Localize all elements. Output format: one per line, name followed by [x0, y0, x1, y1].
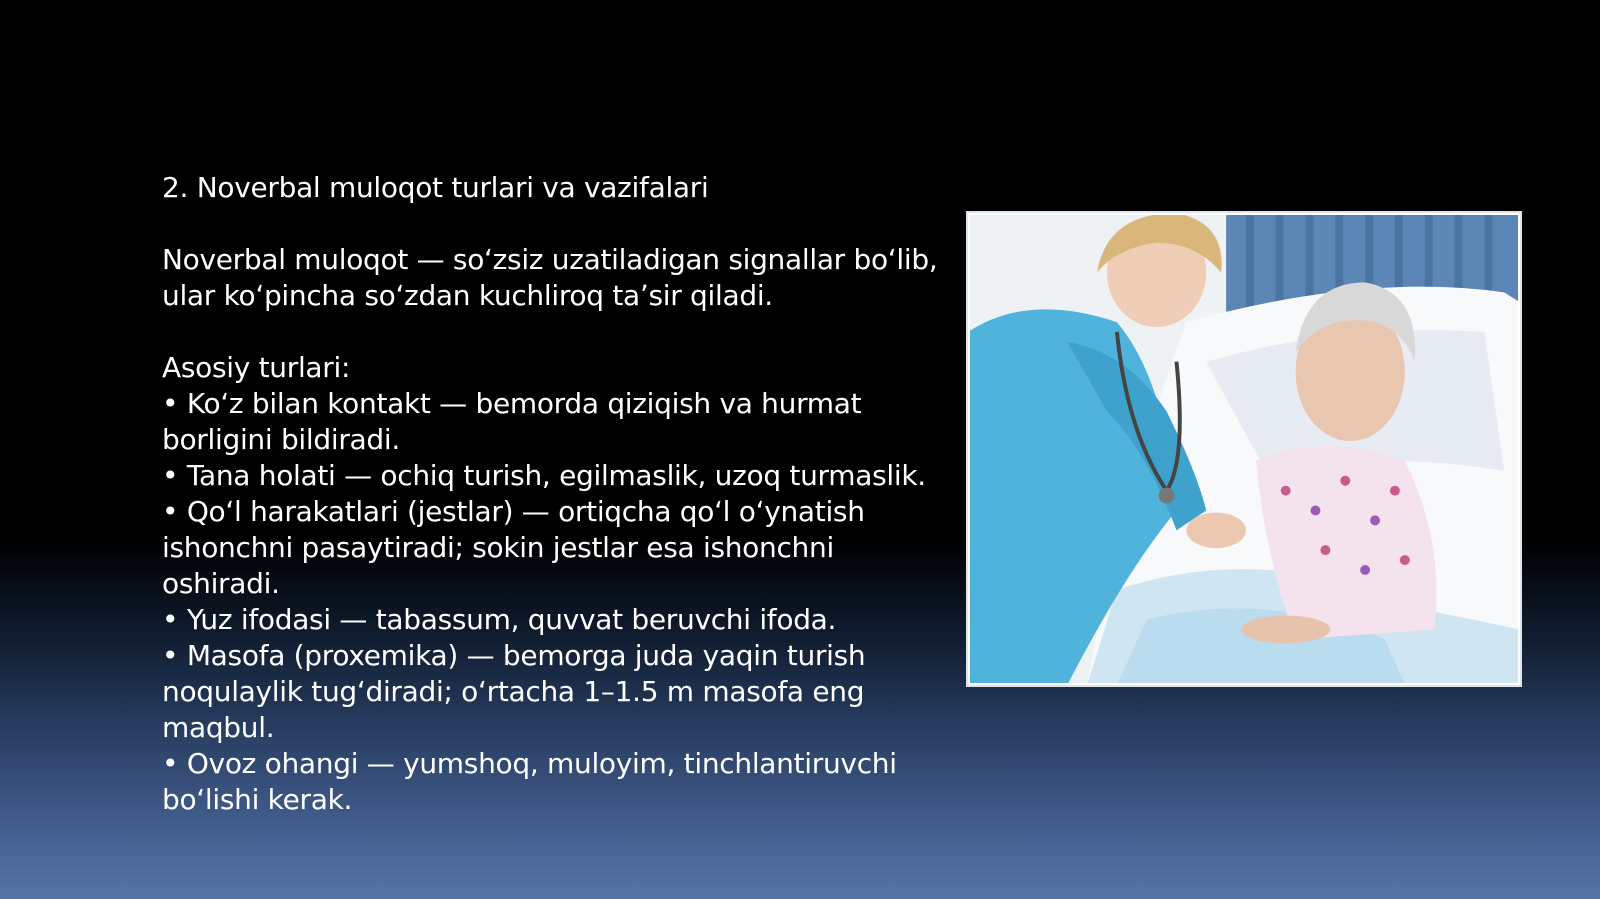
list-line: • Koʻz bilan kontakt — bemorda qiziqish va hurmat [162, 387, 862, 420]
nurse-patient-illustration [968, 213, 1520, 685]
list-line: • Masofa (proxemika) — bemorga juda yaqin turish [162, 639, 866, 672]
list-line: • Qoʻl harakatlari (jestlar) — ortiqcha qoʻl oʻynatish [162, 495, 865, 528]
list-line: • Yuz ifodasi — tabassum, quvvat beruvchi ifoda. [162, 603, 837, 636]
list-line: • Tana holati — ochiq turish, egilmaslik, uzoq turmaslik. [162, 459, 926, 492]
intro-line: Noverbal muloqot — soʻzsiz uzatiladigan signallar boʻlib, [162, 243, 938, 276]
slide-text-block [162, 170, 962, 818]
list-line: noqulaylik tugʻdiradi; oʻrtacha 1–1.5 m masofa eng [162, 675, 865, 708]
nurse-patient-photo [966, 211, 1522, 687]
list-line: boʻlishi kerak. [162, 783, 353, 816]
list-line: oshiradi. [162, 567, 280, 600]
list-line: maqbul. [162, 711, 275, 744]
list-line: • Ovoz ohangi — yumshoq, muloyim, tinchlantiruvchi [162, 747, 897, 780]
spacer [162, 206, 962, 242]
list-line: borligini bildiradi. [162, 423, 400, 456]
intro-line: ular koʻpincha soʻzdan kuchliroq taʼsir qiladi. [162, 279, 773, 312]
spacer [162, 314, 962, 350]
types-heading: Asosiy turlari: [162, 351, 351, 384]
list-line: ishonchni pasaytiradi; sokin jestlar esa ishonchni [162, 531, 834, 564]
slide-heading: 2. Noverbal muloqot turlari va vazifalari [162, 171, 709, 204]
